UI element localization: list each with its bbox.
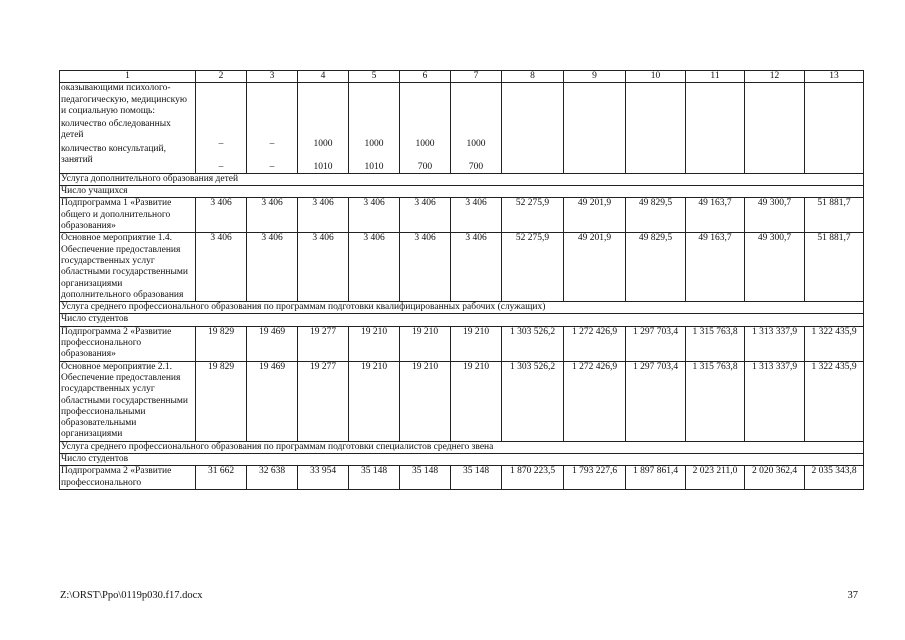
section-subtitle: Число учащихся [60, 186, 864, 198]
section-title-row [60, 441, 864, 453]
table-cell: 19 829 [196, 361, 247, 441]
column-header: 5 [349, 71, 400, 83]
table-cell: 35 148 [400, 466, 451, 490]
table-cell: 1 315 763,8 [686, 361, 745, 441]
table-cell: 19 210 [400, 361, 451, 441]
table-cell: 19 829 [196, 326, 247, 361]
cell-value: 1000 [466, 139, 486, 150]
table-cell: 2 023 211,0 [686, 466, 745, 490]
table-cell [502, 83, 564, 174]
column-header: 11 [686, 71, 745, 83]
table-cell: 3 406 [196, 198, 247, 233]
table-cell: 3 406 [298, 198, 349, 233]
table-row [60, 83, 864, 174]
table-cell: 51 881,7 [805, 233, 864, 302]
table-cell: 19 210 [400, 326, 451, 361]
table-cell: 3 406 [451, 198, 502, 233]
row-label [60, 83, 196, 174]
cell-value: 1010 [313, 161, 333, 172]
cell-value: – [218, 161, 224, 172]
table-cell: 51 881,7 [805, 198, 864, 233]
table-cell: 19 469 [247, 326, 298, 361]
file-path: Z:\ORST\Ppo\0119p030.f17.docx [60, 590, 203, 601]
table-cell: 33 954 [298, 466, 349, 490]
table-cell: 19 277 [298, 326, 349, 361]
table-cell [349, 83, 400, 174]
row-label: Основное мероприятие 2.1. Обеспечение предоставления государственных услуг областными государственными профессиональными образовательными организациями [60, 361, 196, 441]
cell-value: – [269, 139, 275, 150]
table-cell: 19 210 [349, 361, 400, 441]
row-label: Подпрограмма 1 «Развитие общего и дополнительного образования» [60, 198, 196, 233]
table-row [60, 466, 864, 490]
table-cell: 1 793 227,6 [564, 466, 626, 490]
table-cell [805, 83, 864, 174]
label-text: оказывающими психолого-педагогическую, медицинскую и социальную помощь: [61, 83, 187, 116]
column-header: 9 [564, 71, 626, 83]
table-cell [298, 83, 349, 174]
table-cell: 32 638 [247, 466, 298, 490]
table-cell: 1 322 435,9 [805, 361, 864, 441]
row-label: Подпрограмма 2 «Развитие профессионального образования» [60, 326, 196, 361]
section-subtitle: Число студентов [60, 314, 864, 326]
column-header: 10 [626, 71, 686, 83]
table-cell: 35 148 [349, 466, 400, 490]
section-title: Услуга среднего профессионального образования по программам подготовки специалистов среднего звена [60, 441, 864, 453]
table-cell [626, 83, 686, 174]
table-cell [400, 83, 451, 174]
table-cell: 3 406 [349, 198, 400, 233]
column-header: 6 [400, 71, 451, 83]
section-subtitle-row [60, 186, 864, 198]
table-cell: 49 163,7 [686, 198, 745, 233]
cell-value: 700 [468, 161, 484, 172]
section-subtitle: Число студентов [60, 454, 864, 466]
table-cell: 1 297 703,4 [626, 326, 686, 361]
label-text: количество консультаций, занятий [61, 143, 166, 166]
table-cell: 19 210 [451, 326, 502, 361]
table-cell: 2 035 343,8 [805, 466, 864, 490]
table-cell: 49 201,9 [564, 198, 626, 233]
budget-table [59, 70, 864, 490]
column-header: 12 [745, 71, 805, 83]
table-cell: 19 210 [349, 326, 400, 361]
table-cell: 49 201,9 [564, 233, 626, 302]
section-subtitle-row [60, 314, 864, 326]
table-cell [247, 83, 298, 174]
section-title: Услуга дополнительного образования детей [60, 173, 864, 185]
table-cell: 3 406 [247, 233, 298, 302]
table-cell: 1 322 435,9 [805, 326, 864, 361]
column-header: 3 [247, 71, 298, 83]
table-cell: 1 272 426,9 [564, 361, 626, 441]
section-subtitle-row [60, 454, 864, 466]
table-cell: 3 406 [298, 233, 349, 302]
table-cell: 49 163,7 [686, 233, 745, 302]
table-cell: 3 406 [196, 233, 247, 302]
cell-value: 700 [417, 161, 433, 172]
table-cell: 49 300,7 [745, 198, 805, 233]
table-row [60, 361, 864, 441]
table-cell: 1 272 426,9 [564, 326, 626, 361]
table-cell [196, 83, 247, 174]
table-cell: 1 303 526,2 [502, 361, 564, 441]
column-header: 1 [60, 71, 196, 83]
table-cell [686, 83, 745, 174]
table-row [60, 233, 864, 302]
table-cell: 3 406 [247, 198, 298, 233]
table-cell: 3 406 [400, 198, 451, 233]
column-header: 2 [196, 71, 247, 83]
cell-value: 1000 [364, 139, 384, 150]
table-cell: 19 469 [247, 361, 298, 441]
table-cell: 3 406 [400, 233, 451, 302]
section-title: Услуга среднего профессионального образования по программам подготовки квалифицированных рабочих (служащих) [60, 302, 864, 314]
cell-value: – [218, 139, 224, 150]
table-body [60, 71, 864, 490]
cell-value: 1000 [415, 139, 435, 150]
table-cell [451, 83, 502, 174]
cell-value: 1000 [313, 139, 333, 150]
cell-value: 1010 [364, 161, 384, 172]
column-header: 7 [451, 71, 502, 83]
label-text: количество обследованных детей [61, 119, 171, 141]
table-cell: 31 662 [196, 466, 247, 490]
table-cell [564, 83, 626, 174]
header-row [60, 71, 864, 83]
table-cell: 3 406 [349, 233, 400, 302]
table-cell: 49 300,7 [745, 233, 805, 302]
table-cell: 3 406 [451, 233, 502, 302]
table-cell: 49 829,5 [626, 233, 686, 302]
table-cell [745, 83, 805, 174]
table-cell: 52 275,9 [502, 198, 564, 233]
table-cell: 1 303 526,2 [502, 326, 564, 361]
table-row [60, 198, 864, 233]
table-cell: 1 313 337,9 [745, 361, 805, 441]
table-cell: 52 275,9 [502, 233, 564, 302]
cell-value: – [269, 161, 275, 172]
column-header: 13 [805, 71, 864, 83]
section-title-row [60, 173, 864, 185]
page-number: 37 [847, 590, 858, 601]
row-label: Подпрограмма 2 «Развитие профессионального [60, 466, 196, 490]
row-label: Основное мероприятие 1.4. Обеспечение предоставления государственных услуг областными государственными организациями дополнительного образования [60, 233, 196, 302]
table-cell: 1 297 703,4 [626, 361, 686, 441]
section-title-row [60, 302, 864, 314]
column-header: 8 [502, 71, 564, 83]
table-cell: 35 148 [451, 466, 502, 490]
table-cell: 19 277 [298, 361, 349, 441]
table-cell: 1 313 337,9 [745, 326, 805, 361]
table-cell: 1 315 763,8 [686, 326, 745, 361]
table-row [60, 326, 864, 361]
table-cell: 2 020 362,4 [745, 466, 805, 490]
table-cell: 19 210 [451, 361, 502, 441]
column-header: 4 [298, 71, 349, 83]
table-cell: 1 897 861,4 [626, 466, 686, 490]
table-cell: 1 870 223,5 [502, 466, 564, 490]
table-cell: 49 829,5 [626, 198, 686, 233]
